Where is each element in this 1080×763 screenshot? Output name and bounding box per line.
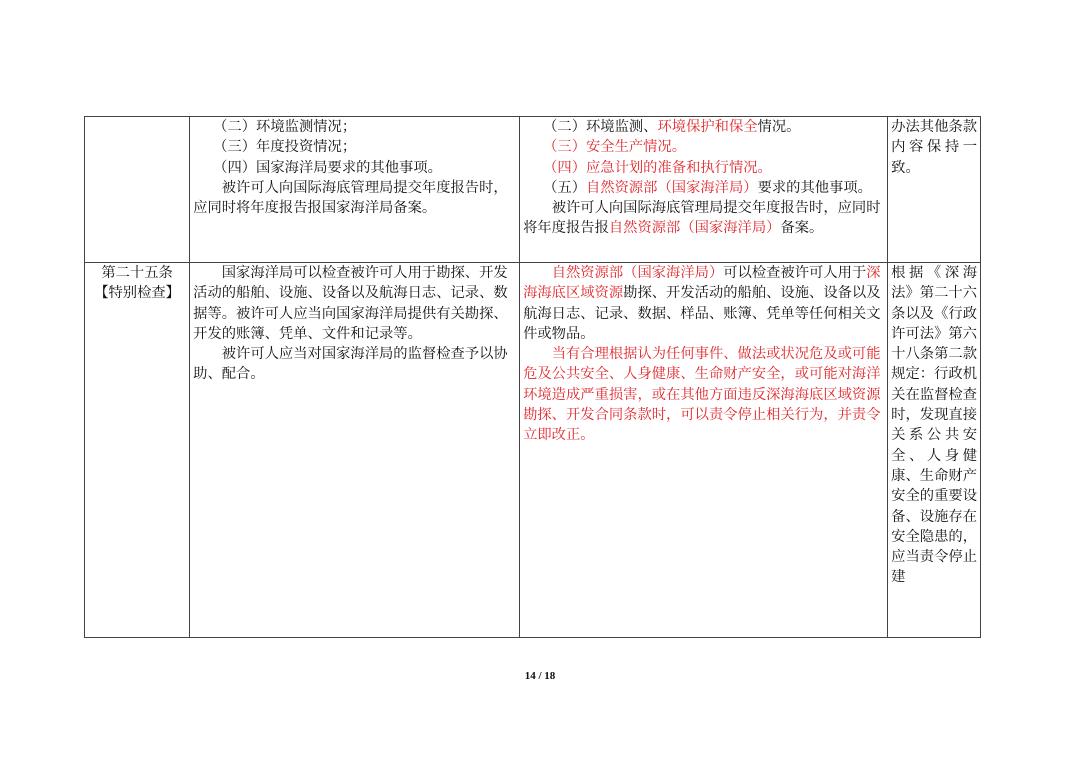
original-paragraph: 国家海洋局可以检查被许可人用于勘探、开发活动的船舶、设施、设备以及航海日志、记录、数据等。被许可人应当向国家海洋局提供有关勘探、开发的账簿、凭单、文件和记录等。 <box>193 265 508 342</box>
revised-insertion: 自然资源部（国家海洋局） <box>608 220 781 237</box>
note-cell <box>888 117 981 263</box>
revised-text: （五） <box>543 179 586 196</box>
revised-insertion: 自然资源部（国家海洋局） <box>551 265 724 281</box>
comparison-table <box>84 116 981 638</box>
article-number: 第二十五条 <box>101 265 173 281</box>
original-report-paragraph: 被许可人向国际海底管理局提交年度报告时，应同时将年度报告报国家海洋局备案。 <box>193 179 508 217</box>
original-text-cell <box>190 263 520 638</box>
revised-text: （二）环境监测、 <box>543 119 658 135</box>
revised-text: 备案。 <box>780 220 824 237</box>
revised-report-paragraph <box>523 198 884 239</box>
revised-text: 情况。 <box>757 119 801 135</box>
revised-item-2 <box>523 117 884 137</box>
revised-item-5 <box>523 178 884 198</box>
revised-text: 要求的其他事项。 <box>757 179 872 196</box>
revised-text-cell <box>520 117 888 263</box>
original-item-4: （四）国家海洋局要求的其他事项。 <box>213 159 442 176</box>
revised-text: 被许可人向国际海底管理局提交年度报告时，应同时将年度报告报 <box>523 200 881 237</box>
revised-paragraph: 当有合理根据认为任何事件、做法或状况危及或可能危及公共安全、人身健康、生命财产安全，或可能对海洋环境造成严重损害，或在其他方面违反深海海底区域资源勘探、开发合同条款时，可以责令停止相关行为，并责令立即改正。 <box>523 346 881 444</box>
revised-insertion: 自然资源部（国家海洋局） <box>586 179 758 196</box>
article-cell <box>85 117 190 263</box>
table-row <box>85 263 981 638</box>
original-text-cell <box>190 117 520 263</box>
article-title: 【特别检查】 <box>94 285 180 302</box>
note-text: 办法其他条款内容保持一致。 <box>891 119 977 176</box>
revised-text: 勘探、开发活动的船舶、设施、设备以及航海日志、记录、数据、样品、账簿、凭单等任何相关文件或物品。 <box>523 285 881 342</box>
revised-insertion: 深海海底区域资源 <box>523 265 881 302</box>
note-cell <box>888 263 981 638</box>
article-cell <box>85 263 190 638</box>
revised-item-4: （四）应急计划的准备和执行情况。 <box>543 159 772 176</box>
revised-text-cell <box>520 263 888 638</box>
revised-insertion: 环境保护和保全 <box>657 119 758 135</box>
original-item-3: （三）年度投资情况； <box>213 139 357 156</box>
original-paragraph: 被许可人应当对国家海洋局的监督检查予以协助、配合。 <box>193 346 508 383</box>
original-item-2: （二）环境监测情况； <box>213 119 357 135</box>
note-text: 根据《深海法》第二十六条以及《行政许可法》第六十八条第二款规定：行政机关在监督检查时，发现直接关系公共安全、人身健康、生命财产安全的重要设备、设施存在安全隐患的，应当责令停止建 <box>891 265 977 586</box>
revised-paragraph <box>523 263 884 344</box>
revised-item-3: （三）安全生产情况。 <box>543 139 687 156</box>
table-row <box>85 117 981 263</box>
page-number: 14 / 18 <box>524 670 556 682</box>
revised-text: 可以检查被许可人用于 <box>723 265 867 281</box>
